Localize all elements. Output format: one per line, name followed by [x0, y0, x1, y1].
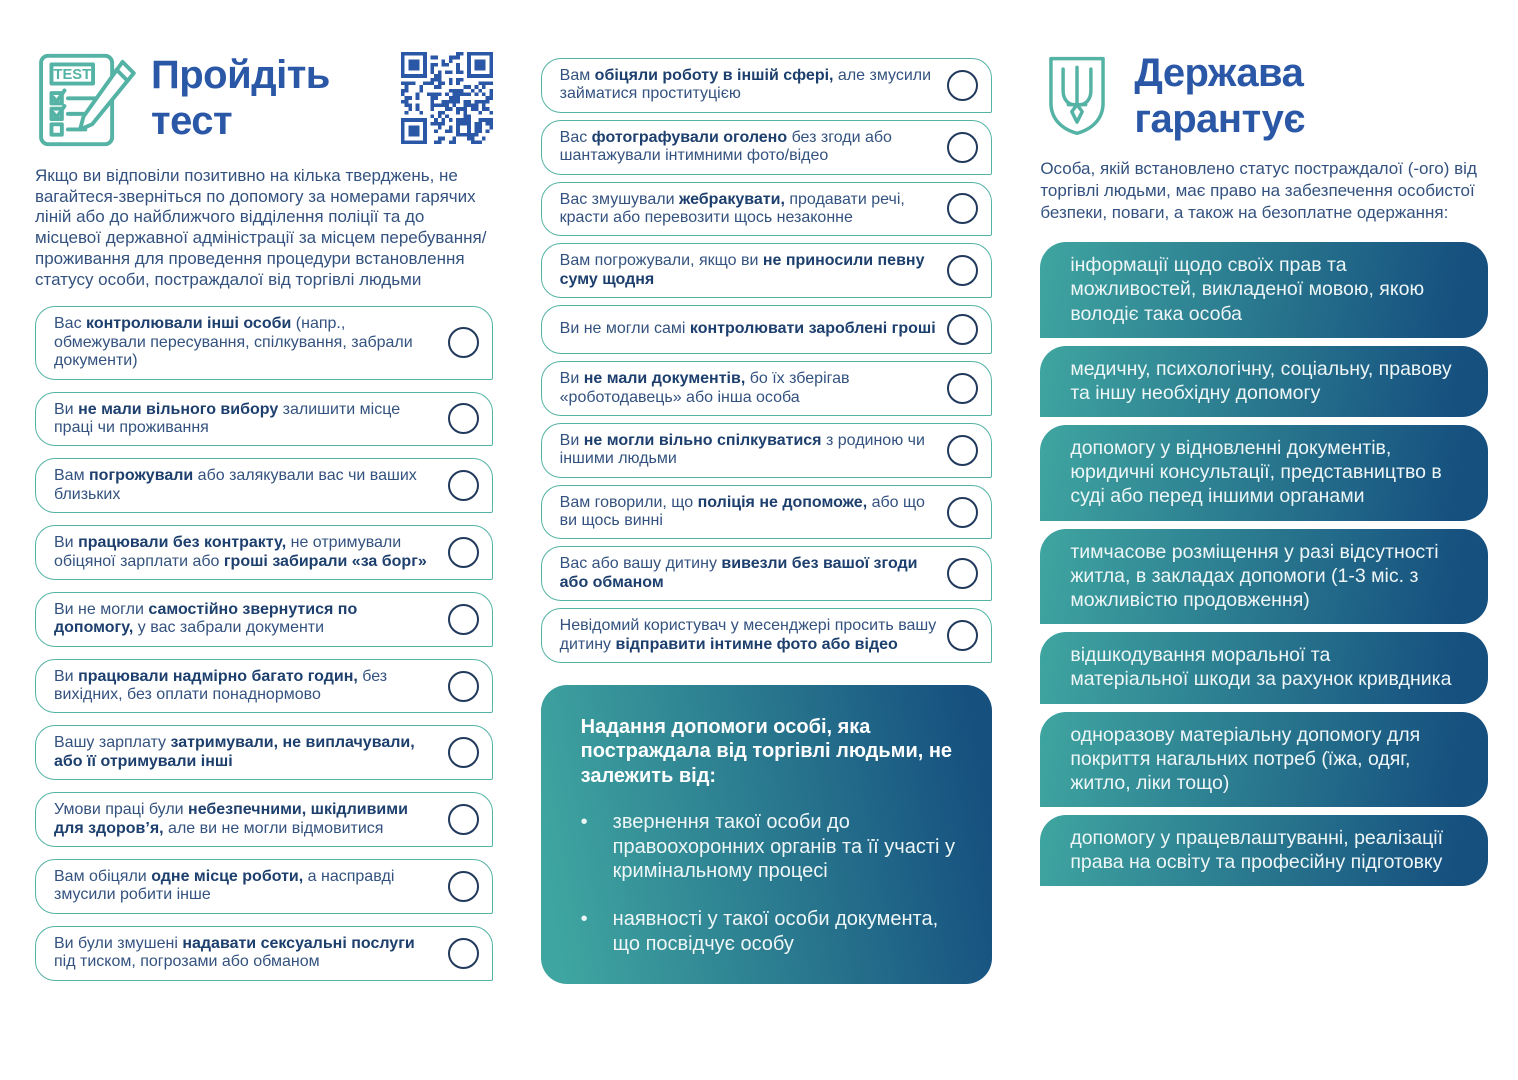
answer-circle[interactable] [448, 327, 479, 358]
answer-circle[interactable] [448, 470, 479, 501]
checklist-item [541, 608, 993, 663]
checklist-item-text: Вам обіцяли одне місце роботи, а насправді змусили робити інше [54, 868, 395, 904]
answer-circle[interactable] [448, 671, 479, 702]
test-column-2 [541, 58, 993, 1080]
answer-circle[interactable] [448, 403, 479, 434]
checklist-item-text: Вас контролювали інші особи (напр., обмежували пересування, спілкування, забрали документи) [54, 315, 413, 370]
checklist-item [35, 792, 493, 847]
right-intro: Особа, якій встановлено статус постраждалої (-ого) від торгівлі людьми, має право на забезпечення особистої безпеки, поваги, а також на безоплатне одержання: [1040, 159, 1477, 223]
test-icon-label: TEST [53, 67, 92, 84]
checklist-item-text: Вас змушували жебракувати, продавати речі, красти або перевозити щось незаконне [559, 190, 905, 226]
checklist-item-text: Ви не могли самі контролювати зароблені гроші [559, 320, 936, 338]
help-info-box [541, 685, 993, 984]
answer-circle[interactable] [947, 620, 978, 651]
qr-code [401, 52, 493, 144]
right-title-line2: гарантує [1134, 97, 1305, 141]
checklist-middle [541, 58, 993, 663]
help-bullet-text: наявності у такої особи документа, що посвідчує особу [612, 908, 939, 955]
answer-circle[interactable] [448, 604, 479, 635]
answer-circle[interactable] [448, 871, 479, 902]
checklist-item [541, 120, 993, 175]
answer-circle[interactable] [947, 193, 978, 224]
checklist-item [35, 725, 493, 780]
ukraine-trident-shield-icon [1044, 50, 1110, 142]
test-checklist-icon [35, 50, 139, 150]
checklist-item-text: Вас фотографували оголено без згоди або шантажували інтимними фото/відео [559, 128, 892, 165]
checklist-item-text: Ви працювали надмірно багато годин, без вихідних, без оплати понаднормово [54, 667, 388, 704]
answer-circle[interactable] [947, 497, 978, 528]
guarantee-item [1040, 242, 1488, 338]
checklist-item [35, 306, 493, 379]
checklist-item [541, 361, 993, 416]
guarantee-item-text: відшкодування моральної та матеріальної шкоди за рахунок кривдника [1070, 644, 1452, 691]
help-bullet-text: звернення такої особи до правоохоронних органів та її участі у кримінальному процесі [612, 811, 955, 882]
guarantee-item-text: тимчасове розміщення у разі відсутності житла, в закладах допомоги (1-3 міс. з можливістю продовження) [1070, 540, 1439, 611]
checklist-item [35, 592, 493, 647]
guarantee-item-text: інформації щодо своїх прав та можливостей, викладеної мовою, якою володіє така особа [1070, 254, 1425, 325]
checklist-item [541, 58, 993, 113]
checklist-item-text: Вас або вашу дитину вивезли без вашої згоди або обманом [559, 555, 918, 591]
checklist-item-text: Невідомий користувач у месенджері просить вашу дитину відправити інтимне фото або відео [559, 617, 937, 653]
checklist-item-text: Ви не мали вільного вибору залишити місце праці чи проживання [54, 400, 401, 436]
checklist-item [35, 859, 493, 914]
test-column [35, 50, 493, 1080]
guarantee-item [1040, 529, 1488, 625]
checklist-item-text: Вам погрожували або залякували вас чи ваших близьких [54, 467, 417, 503]
guarantee-item-text: одноразову матеріальну допомогу для покриття нагальних потреб (їжа, одяг, житло, ліки тощо) [1070, 723, 1421, 794]
checklist-item-text: Ви не мали документів, бо їх зберігав «роботодавець» або інша особа [559, 370, 850, 406]
checklist-item-text: Вашу зарплату затримували, не виплачували, або її отримували інші [54, 734, 415, 770]
answer-circle[interactable] [448, 537, 479, 568]
checklist-item [541, 243, 993, 298]
checklist-item [35, 659, 493, 714]
guarantee-item [1040, 346, 1488, 417]
help-bullet [581, 907, 959, 956]
left-title-line2: тест [151, 99, 233, 143]
guarantee-item-text: допомогу у відновленні документів, юридичні консультації, представництво в суді або перед іншими органами [1070, 437, 1442, 508]
answer-circle[interactable] [448, 737, 479, 768]
left-header [35, 50, 493, 150]
right-header [1040, 50, 1488, 142]
bullet-dot-icon: • [580, 908, 588, 931]
help-box-heading: Надання допомоги особі, яка постраждала від торгівлі людьми, не залежить від: [580, 716, 953, 787]
guarantee-item [1040, 712, 1488, 808]
right-title-line1: Держава [1134, 51, 1304, 95]
left-title-line1: Пройдіть [151, 53, 330, 97]
checklist-item-text: Ви працювали без контракту, не отримували обіцяної зарплати або гроші забирали «за борг» [54, 534, 427, 570]
checklist-item [541, 305, 993, 354]
checklist-item [541, 423, 993, 478]
guarantee-item-text: допомогу у працевлаштуванні, реалізації права на освіту та професійну підготовку [1070, 827, 1444, 874]
bullet-dot-icon: • [580, 811, 588, 834]
left-title [151, 52, 401, 144]
guarantee-item [1040, 632, 1488, 703]
checklist-item-text: Ви не могли вільно спілкуватися з родиною чи іншими людьми [559, 431, 925, 468]
answer-circle[interactable] [448, 804, 479, 835]
checklist-item [35, 392, 493, 447]
checklist-item [541, 546, 993, 601]
guarantees-column [1040, 50, 1488, 1080]
answer-circle[interactable] [947, 558, 978, 589]
checklist-left [35, 306, 493, 980]
checklist-item [541, 485, 993, 540]
answer-circle[interactable] [947, 70, 978, 101]
checklist-item-text: Умови праці були небезпечними, шкідливими для здоров’я, але ви не могли відмовитися [54, 801, 408, 837]
checklist-item [35, 926, 493, 981]
help-bullet [581, 810, 959, 883]
answer-circle[interactable] [947, 373, 978, 404]
checklist-item-text: Вам погрожували, якщо ви не приносили певну суму щодня [559, 252, 925, 288]
guarantee-item [1040, 425, 1488, 521]
checklist-item [541, 182, 993, 237]
checklist-item-text: Ви були змушені надавати сексуальні послуги під тиском, погрозами або обманом [54, 934, 415, 971]
checklist-item-text: Вам обіцяли роботу в іншій сфері, але змусили займатися проституцією [559, 67, 932, 103]
answer-circle[interactable] [947, 314, 978, 345]
guarantee-item-text: медичну, психологічну, соціальну, правову та іншу необхідну допомогу [1070, 357, 1452, 404]
checklist-item [35, 458, 493, 513]
left-intro: Якщо ви відповіли позитивно на кілька тверджень, не вагайтеся-зверніться по допомогу за номерами гарячих ліній або до найближчого відділення поліції та до місцевої державної адміністрації за місцем перебування/ проживання для проведення процедури встановлення статусу особи, постраждалої від торгівлі людьми [35, 166, 487, 289]
answer-circle[interactable] [947, 435, 978, 466]
guarantee-item [1040, 815, 1488, 886]
answer-circle[interactable] [947, 132, 978, 163]
right-title [1134, 50, 1305, 142]
answer-circle[interactable] [947, 255, 978, 286]
checklist-item [35, 525, 493, 580]
help-bullet-list [581, 810, 959, 956]
checklist-item-text: Ви не могли самостійно звернутися по допомогу, у вас забрали документи [54, 600, 358, 637]
checklist-item-text: Вам говорили, що поліція не допоможе, або що ви щось винні [559, 493, 925, 530]
guarantee-list [1040, 242, 1488, 886]
answer-circle[interactable] [448, 938, 479, 969]
